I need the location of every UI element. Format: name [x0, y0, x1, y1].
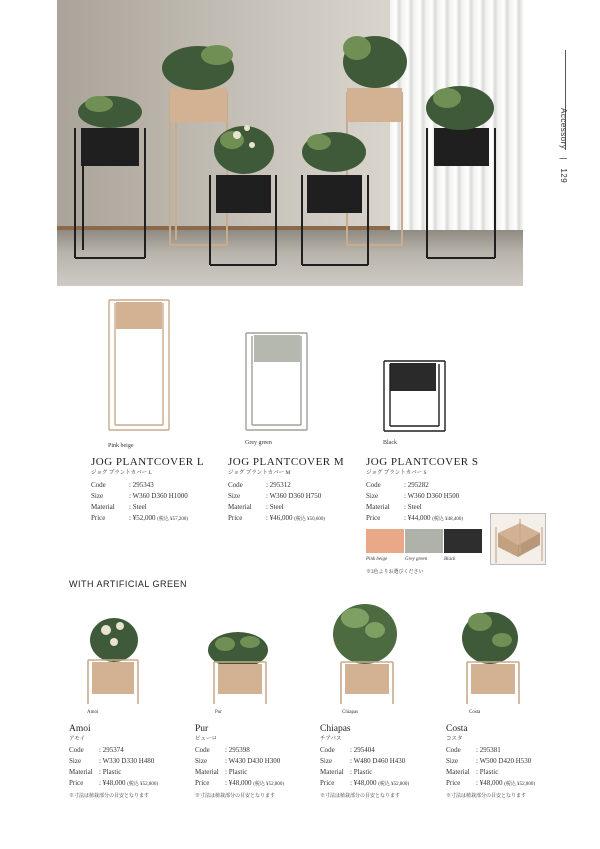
pot-label-chiapas: Chiapas [342, 710, 359, 715]
detail-image [490, 513, 546, 565]
running-head-page: 129 [559, 168, 568, 184]
product-name-jp: ジョグ プラントカバー M [228, 470, 291, 476]
swatch-label: Grey green [405, 557, 428, 562]
pot-label-pur: Pur [215, 710, 222, 715]
product-specs: Code : 295381 Size : W500 D420 H530 Material : Plastic Price : ¥48,000 (税込 ¥52,800) [446, 746, 536, 787]
color-label-m: Grey green [245, 440, 272, 446]
color-label-s: Black [383, 440, 397, 446]
artificial-block-pur [195, 724, 317, 799]
swatch-label: Pink beige [366, 557, 388, 562]
swatch-grey-green [405, 529, 443, 553]
size-note: ※寸法は植栽部分の目安となります [320, 794, 401, 799]
product-specs: Code : 295404 Size : W480 D460 H430 Material : Plastic Price : ¥48,000 (税込 ¥52,800) [320, 746, 410, 787]
hero-photo [57, 0, 523, 286]
color-label-l: Pink beige [108, 443, 134, 449]
swatch-label: Black [444, 557, 456, 562]
product-name-jp: アモイ [69, 736, 86, 742]
size-note: ※寸法は植栽部分の目安となります [195, 794, 276, 799]
pot-label-costa: Costa [469, 710, 481, 715]
color-note: ※3色よりお選びください [366, 570, 424, 575]
plantcover-m-image [246, 333, 307, 430]
plantcover-illustrations [95, 295, 495, 440]
product-block-s [366, 456, 501, 525]
product-specs: Code : 295398 Size : W430 D430 H300 Material : Plastic Price : ¥48,000 (税込 ¥52,800) [195, 746, 285, 787]
artificial-block-costa [446, 724, 568, 799]
product-name-jp: ジョグ プラントカバー S [366, 470, 427, 476]
product-name-jp: コスタ [446, 736, 463, 742]
product-name: Amoi [69, 724, 91, 734]
plantcover-s-image [384, 361, 445, 431]
product-name-jp: ピューロ [195, 736, 218, 742]
artificial-green-illustrations [70, 600, 540, 708]
product-specs: Code : 295374 Size : W330 D330 H480 Material : Plastic Price : ¥48,000 (税込 ¥52,800) [69, 746, 159, 787]
section-title: WITH ARTIFICIAL GREEN [69, 579, 188, 589]
product-specs: Code : 295312 Size : W360 D360 H750 Material : Steel Price : ¥46,000 (税込 ¥50,600) [228, 481, 326, 522]
product-specs: Code : 295282 Size : W360 D360 H500 Material : Steel Price : ¥44,000 (税込 ¥48,400) [366, 481, 464, 522]
pur-image [208, 632, 268, 704]
product-name: Chiapas [320, 724, 351, 734]
product-name-jp: ジョグ プラントカバー L [91, 470, 152, 476]
product-name: JOG PLANTCOVER S [366, 456, 479, 468]
product-block-l [91, 456, 221, 525]
pot-label-amoi: Amoi [87, 710, 99, 715]
product-name: Costa [446, 724, 468, 734]
product-name-jp: チアパス [320, 736, 342, 742]
product-name: JOG PLANTCOVER L [91, 456, 205, 468]
product-name: JOG PLANTCOVER M [228, 456, 345, 468]
running-head-section: Accessory [559, 108, 568, 150]
planters-scene [57, 0, 523, 286]
amoi-image [88, 618, 138, 704]
product-name: Pur [195, 724, 209, 734]
running-head: Accessory | 129 [559, 108, 568, 184]
costa-image [462, 612, 519, 704]
size-note: ※寸法は植栽部分の目安となります [69, 794, 150, 799]
plantcover-l-image [109, 300, 169, 430]
swatch-black [444, 529, 482, 553]
chiapas-image [333, 604, 397, 704]
swatch-pink-beige [366, 529, 404, 553]
size-note: ※寸法は植栽部分の目安となります [446, 794, 527, 799]
product-block-m [228, 456, 358, 525]
artificial-block-chiapas [320, 724, 442, 799]
artificial-block-amoi [69, 724, 191, 799]
product-specs: Code : 295343 Size : W360 D360 H1000 Material : Steel Price : ¥52,000 (税込 ¥57,200) [91, 481, 189, 522]
